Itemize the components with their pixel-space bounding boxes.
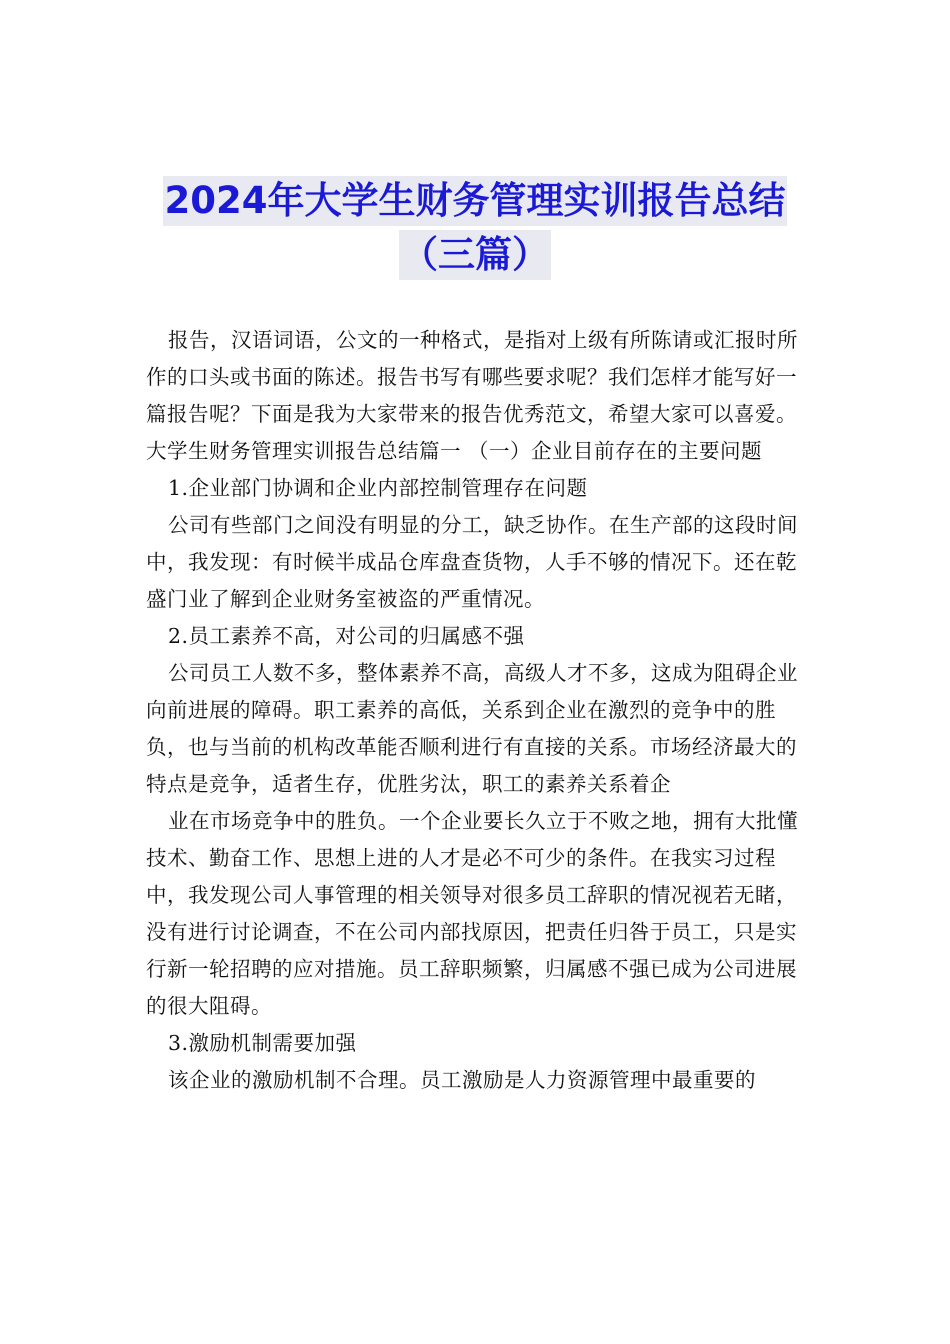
- intro-paragraph: 报告，汉语词语，公文的一种格式，是指对上级有所陈请或汇报时所作的口头或书面的陈述。报告书写有哪些要求呢？我们怎样才能写好一篇报告呢？下面是我为大家带来的报告优秀范文，希望大家可以喜爱。: [146, 328, 798, 426]
- title-line-2: （三篇）: [399, 230, 551, 280]
- subheading-3: 3.激励机制需要加强: [168, 1031, 357, 1055]
- paragraph-4: 该企业的激励机制不合理。员工激励是人力资源管理中最重要的: [168, 1068, 756, 1092]
- document-title: [0, 176, 950, 284]
- paragraph-1: 公司有些部门之间没有明显的分工，缺乏协作。在生产部的这段时间中，我发现：有时候半成品仓库盘查货物，人手不够的情况下。还在乾盛门业了解到企业财务室被盗的严重情况。: [146, 513, 798, 611]
- section-heading: 大学生财务管理实训报告总结篇一 （一）企业目前存在的主要问题: [146, 439, 763, 463]
- subheading-2: 2.员工素养不高，对公司的归属感不强: [168, 624, 525, 648]
- title-line-1: 2024年大学生财务管理实训报告总结: [163, 176, 788, 226]
- paragraph-2: 公司员工人数不多，整体素养不高，高级人才不多，这成为阻碍企业向前进展的障碍。职工素养的高低，关系到企业在激烈的竞争中的胜负，也与当前的机构改革能否顺利进行有直接的关系。市场经济最大的特点是竞争，适者生存，优胜劣汰，职工的素养关系着企: [146, 661, 798, 796]
- subheading-1: 1.企业部门协调和企业内部控制管理存在问题: [168, 476, 588, 500]
- document-body: [146, 322, 816, 1099]
- paragraph-3: 业在市场竞争中的胜负。一个企业要长久立于不败之地，拥有大批懂技术、勤奋工作、思想上进的人才是必不可少的条件。在我实习过程中，我发现公司人事管理的相关领导对很多员工辞职的情况视若无睹，没有进行讨论调查，不在公司内部找原因，把责任归咎于员工，只是实行新一轮招聘的应对措施。员工辞职频繁，归属感不强已成为公司进展的很大阻碍。: [146, 809, 798, 1018]
